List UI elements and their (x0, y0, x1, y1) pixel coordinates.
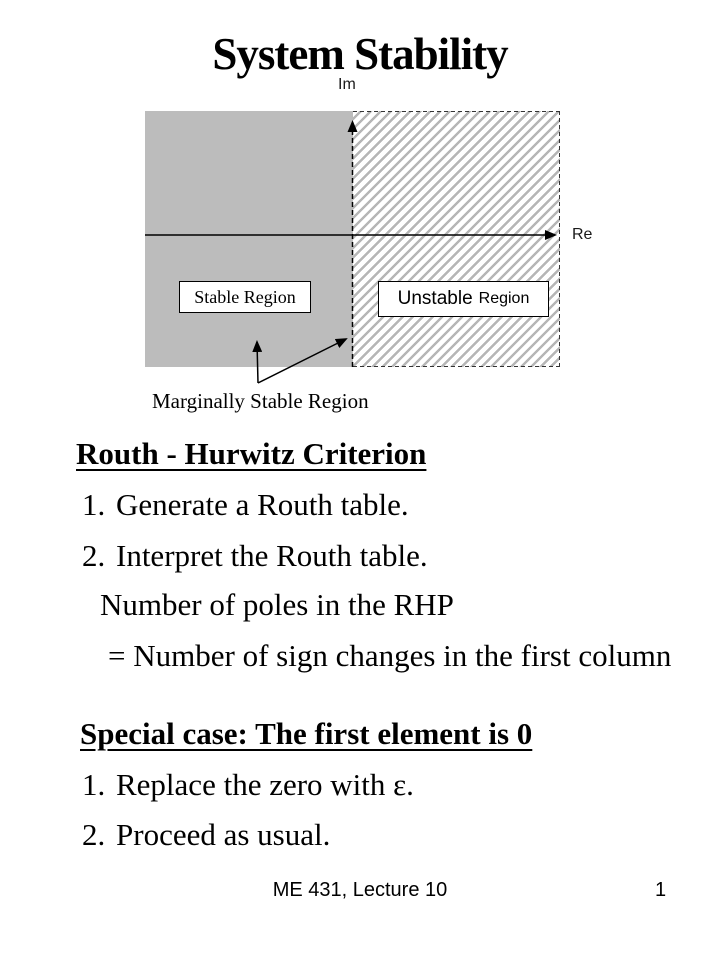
list-item-number: 2. (82, 538, 106, 573)
list-item-number: 1. (82, 487, 106, 522)
list-item-number: 1. (82, 767, 106, 802)
diagram-axes-and-arrows (0, 0, 720, 430)
unstable-region-label-box (378, 281, 549, 317)
list-item (82, 538, 428, 574)
list-item-text: Replace the zero with ε. (116, 767, 414, 802)
note-line: Number of poles in the RHP (100, 587, 454, 622)
stable-region-label: Stable Region (194, 286, 296, 307)
section-heading-routh-hurwitz: Routh - Hurwitz Criterion (76, 436, 427, 471)
re-axis-label: Re (572, 226, 593, 243)
footer-course-label: ME 431, Lecture 10 (272, 879, 448, 901)
unstable-region-label-secondary: Region (478, 290, 530, 307)
list-item-text: Generate a Routh table. (116, 487, 409, 522)
note-line: = Number of sign changes in the first column (108, 638, 672, 673)
marginal-arrow-diagonal (258, 339, 346, 383)
stable-region-label-box (179, 281, 311, 313)
page-number: 1 (655, 879, 667, 901)
slide-title: System Stability (212, 29, 508, 79)
im-axis-label: Im (338, 76, 356, 93)
list-item-text: Interpret the Routh table. (116, 538, 428, 573)
list-item (82, 817, 330, 853)
list-item (82, 487, 409, 523)
list-item-number: 2. (82, 817, 106, 852)
list-item (82, 767, 414, 803)
marginal-arrow-vertical (257, 342, 258, 383)
list-item-text: Proceed as usual. (116, 817, 331, 852)
marginally-stable-label: Marginally Stable Region (152, 389, 369, 413)
section-heading-special-case: Special case: The first element is 0 (80, 716, 533, 751)
unstable-region-label-primary: Unstable (397, 288, 473, 309)
